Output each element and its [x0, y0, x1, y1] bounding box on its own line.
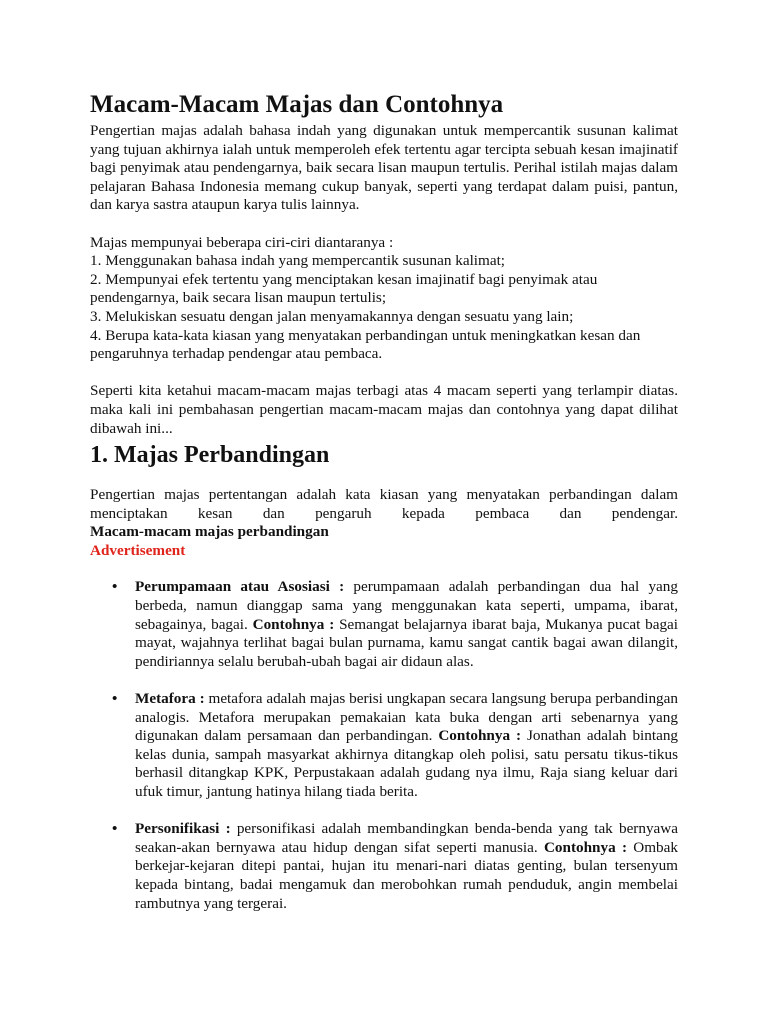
item-description: personifikasi adalah membandingkan benda-benda yang tak bernyawa seakan-akan bernyawa atau hidup dengan sifat seperti manusia.	[135, 820, 679, 856]
item-example-label: Contohnya :	[543, 838, 628, 856]
item-description: perumpamaan adalah perbandingan dua hal yang berbeda, namun dianggap sama yang menggunakan kata seperti, umpama, ibarat, sebagainya, bagai.	[135, 578, 678, 633]
advertisement-label[interactable]: Advertisement	[90, 541, 186, 559]
intro-paragraph: Pengertian majas adalah bahasa indah yang digunakan untuk mempercantik susunan kalimat yang tujuan akhirnya ialah untuk memperoleh efek tertentu agar tercipta sebuah kesan imajinatif bagi penyimak atau pendengarnya, baik secara lisan maupun tertulis. Perihal istilah majas dalam pelajaran Bahasa Indonesia memang cukup banyak, seperti yang terdapat dalam puisi, pantun, dan karya sastra ataupun karya tulis lainnya.	[90, 122, 678, 214]
item-example: Semangat belajarnya ibarat baja, Mukanya pucat bagai mayat, wajahnya terlihat bagai bulan purnama, kamu sangat cantik bagai awan dilangit, pendiriannya selalu berubah-ubah bagai air didaun alas.	[135, 615, 679, 670]
features-line: 2. Mempunyai efek tertentu yang menciptakan kesan imajinatif bagi penyimak atau	[90, 270, 598, 288]
item-example: Ombak berkejar-kejaran ditepi pantai, hujan itu menari-nari diatas genting, bulan tersenyum kepada bintang, badai mengamuk dan merobohkan rumah penduduk, angin membelai rambutnya yang tergerai.	[135, 838, 678, 912]
item-example-label: Contohnya :	[438, 727, 522, 745]
list-item	[112, 820, 679, 913]
section-subheading: Macam-macam majas perbandingan	[90, 523, 329, 541]
item-term: Metafora :	[135, 690, 205, 708]
item-term: Personifikasi :	[135, 820, 231, 838]
outro-paragraph: Seperti kita ketahui macam-macam majas terbagi atas 4 macam seperti yang terlampir diatas. maka kali ini pembahasan pengertian macam-macam majas dan contohnya yang dapat dilihat dibawah ini...	[90, 382, 678, 437]
item-example: Jonathan adalah bintang kelas dunia, sampah masyarkat akhirnya ditangkap oleh polisi, satu persatu tikus-tikus berhasil ditangkap KPK, Perpustakaan adalah gudang nya ilmu, Raja siang keluar dari ufuk timur, jantung hatinya hilang tiada berita.	[135, 727, 679, 800]
item-description: metafora adalah majas berisi ungkapan secara langsung berupa perbandingan analogis. Metafora merupakan pemakaian kata buka dengan arti sebenarnya yang digunakan dalam persamaan dan perbandingan.	[135, 690, 678, 745]
spacer	[90, 215, 678, 234]
bullet-icon: •	[112, 690, 118, 708]
features-line: 1. Menggunakan bahasa indah yang mempercantik susunan kalimat;	[90, 252, 506, 270]
section-heading: 1. Majas Perbandingan	[90, 442, 330, 469]
features-line: 3. Melukiskan sesuatu dengan jalan menyamakannya dengan sesuatu yang lain;	[90, 307, 574, 325]
features-line: pendengarnya, baik secara lisan maupun tertulis;	[90, 289, 387, 307]
spacer	[90, 364, 678, 383]
features-line: pengaruhnya terhadap pendengar atau pembaca.	[90, 345, 383, 363]
bullet-icon: •	[112, 578, 118, 596]
bullet-icon: •	[112, 820, 118, 838]
item-term: Perumpamaan atau Asosiasi :	[135, 578, 345, 596]
page-title: Macam-Macam Majas dan Contohnya	[90, 91, 504, 118]
features-heading: Majas mempunyai beberapa ciri-ciri diantaranya :	[90, 233, 394, 251]
list-item	[112, 578, 679, 671]
item-example-label: Contohnya :	[252, 615, 335, 633]
section-definition: Pengertian majas pertentangan adalah kata kiasan yang menyatakan perbandingan dalam menciptakan kesan dan pengaruh kepada pembaca dan pendengar.	[90, 486, 678, 522]
document-page	[90, 90, 678, 932]
features-line: 4. Berupa kata-kata kiasan yang menyatakan perbandingan untuk meningkatkan kesan dan	[90, 326, 641, 344]
list-item	[112, 690, 679, 802]
features-list	[90, 234, 678, 364]
majas-list	[90, 578, 678, 913]
